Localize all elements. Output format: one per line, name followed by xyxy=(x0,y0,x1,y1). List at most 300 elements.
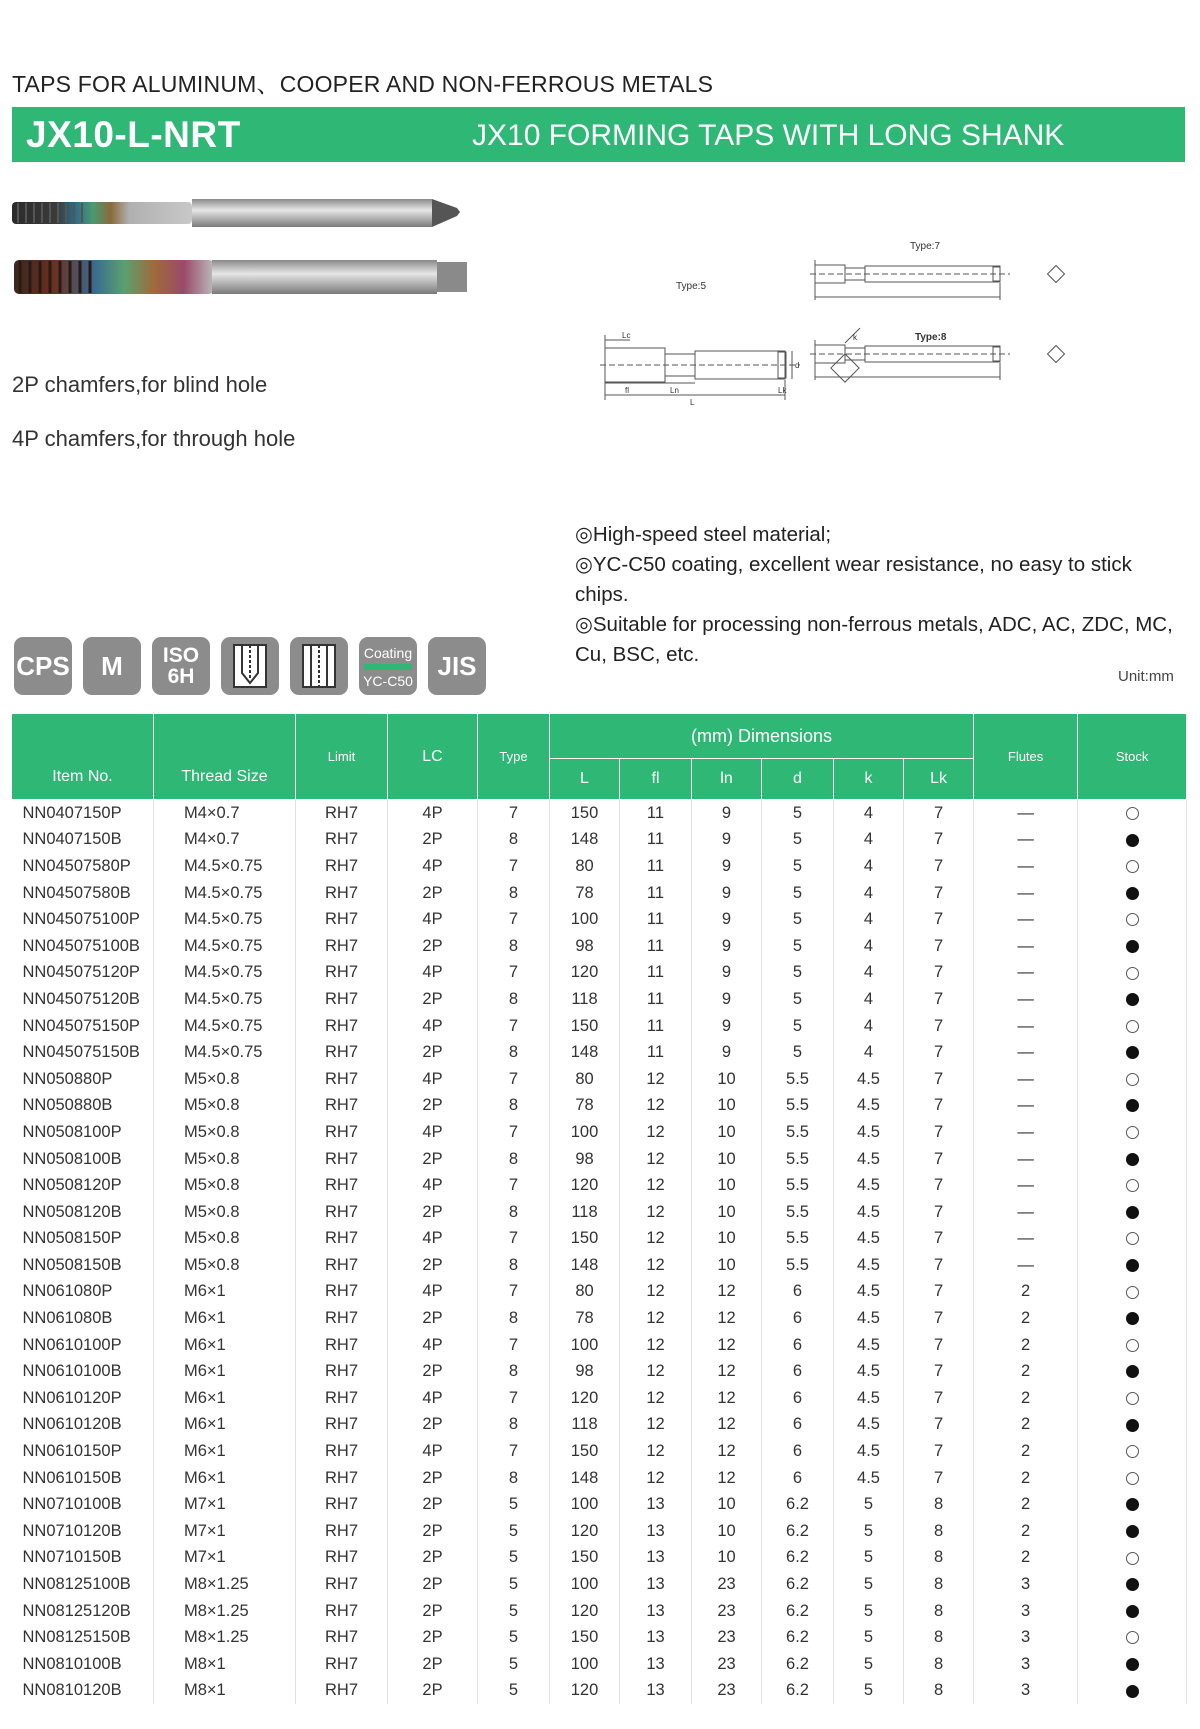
cell-stock xyxy=(1078,1252,1187,1279)
cell-limit: RH7 xyxy=(296,800,388,827)
cell-item-no: NN050880P xyxy=(12,1066,154,1093)
cell-lk: 7 xyxy=(904,1332,974,1359)
cell-lc: 2P xyxy=(388,1305,478,1332)
table-row xyxy=(12,1624,1187,1651)
product-description: JX10 FORMING TAPS WITH LONG SHANK xyxy=(472,119,1065,152)
stock-open-circle-icon xyxy=(1126,860,1139,873)
cell-k: 4 xyxy=(834,853,904,880)
cell-limit: RH7 xyxy=(296,960,388,987)
cell-lc: 2P xyxy=(388,1678,478,1705)
cell-d: 5 xyxy=(762,853,834,880)
cell-lc: 2P xyxy=(388,986,478,1013)
cell-item-no: NN050880B xyxy=(12,1093,154,1120)
cell-fl: 11 xyxy=(620,880,692,907)
cell-ln: 12 xyxy=(692,1412,762,1439)
table-row xyxy=(12,1199,1187,1226)
cell-d: 5 xyxy=(762,1039,834,1066)
cell-stock xyxy=(1078,960,1187,987)
cell-ln: 10 xyxy=(692,1093,762,1120)
cell-stock xyxy=(1078,1491,1187,1518)
cell-type: 8 xyxy=(478,1252,550,1279)
cell-d: 6 xyxy=(762,1438,834,1465)
cell-limit: RH7 xyxy=(296,1571,388,1598)
in-stock-filled-circle-icon xyxy=(1126,1259,1139,1272)
cell-l: 80 xyxy=(550,1066,620,1093)
stock-open-circle-icon xyxy=(1126,1631,1139,1644)
cell-flutes: 2 xyxy=(974,1465,1078,1492)
cell-lc: 2P xyxy=(388,880,478,907)
cell-limit: RH7 xyxy=(296,933,388,960)
cell-item-no: NN045075100B xyxy=(12,933,154,960)
cell-flutes: 3 xyxy=(974,1678,1078,1705)
cell-k: 4.5 xyxy=(834,1172,904,1199)
cell-ln: 10 xyxy=(692,1119,762,1146)
cell-item-no: NN0610100B xyxy=(12,1358,154,1385)
table-row xyxy=(12,986,1187,1013)
cell-stock xyxy=(1078,800,1187,827)
cell-lk: 7 xyxy=(904,1093,974,1120)
cell-limit: RH7 xyxy=(296,1279,388,1306)
cell-fl: 13 xyxy=(620,1651,692,1678)
cell-item-no: NN045075120P xyxy=(12,960,154,987)
cell-thread-size: M6×1 xyxy=(154,1305,296,1332)
cell-ln: 10 xyxy=(692,1199,762,1226)
blind-hole-icon xyxy=(221,637,279,695)
cell-flutes: 2 xyxy=(974,1438,1078,1465)
cell-fl: 12 xyxy=(620,1146,692,1173)
table-row xyxy=(12,1252,1187,1279)
cell-fl: 12 xyxy=(620,1252,692,1279)
in-stock-filled-circle-icon xyxy=(1126,1312,1139,1325)
cell-l: 98 xyxy=(550,1146,620,1173)
cell-d: 6 xyxy=(762,1465,834,1492)
cell-type: 8 xyxy=(478,1199,550,1226)
stock-open-circle-icon xyxy=(1126,1392,1139,1405)
cell-d: 6 xyxy=(762,1358,834,1385)
cell-fl: 13 xyxy=(620,1624,692,1651)
cell-lk: 8 xyxy=(904,1491,974,1518)
cell-item-no: NN0610120B xyxy=(12,1412,154,1439)
cell-type: 8 xyxy=(478,1412,550,1439)
iso-label: ISO xyxy=(162,644,200,667)
cell-limit: RH7 xyxy=(296,1013,388,1040)
cell-lk: 8 xyxy=(904,1518,974,1545)
cell-stock xyxy=(1078,1066,1187,1093)
cell-thread-size: M8×1 xyxy=(154,1651,296,1678)
cell-k: 4.5 xyxy=(834,1066,904,1093)
cell-d: 6.2 xyxy=(762,1678,834,1705)
cell-ln: 9 xyxy=(692,986,762,1013)
cell-k: 4.5 xyxy=(834,1226,904,1253)
cell-stock xyxy=(1078,1332,1187,1359)
coating-label: Coating xyxy=(363,645,413,661)
cell-lk: 7 xyxy=(904,1358,974,1385)
cell-type: 8 xyxy=(478,1305,550,1332)
cell-stock xyxy=(1078,933,1187,960)
cell-limit: RH7 xyxy=(296,1146,388,1173)
fl-label: fl xyxy=(625,386,629,395)
cell-k: 5 xyxy=(834,1651,904,1678)
in-stock-filled-circle-icon xyxy=(1126,1206,1139,1219)
cell-type: 5 xyxy=(478,1651,550,1678)
cell-item-no: NN0508150P xyxy=(12,1226,154,1253)
in-stock-filled-circle-icon xyxy=(1126,1099,1139,1112)
cell-limit: RH7 xyxy=(296,1119,388,1146)
cell-stock xyxy=(1078,1146,1187,1173)
cell-item-no: NN0508120B xyxy=(12,1199,154,1226)
cell-fl: 13 xyxy=(620,1598,692,1625)
cell-type: 8 xyxy=(478,1146,550,1173)
cell-type: 8 xyxy=(478,986,550,1013)
cell-lk: 7 xyxy=(904,933,974,960)
cell-type: 7 xyxy=(478,853,550,880)
cell-type: 5 xyxy=(478,1571,550,1598)
cell-fl: 12 xyxy=(620,1066,692,1093)
cell-thread-size: M8×1 xyxy=(154,1678,296,1705)
cell-thread-size: M8×1.25 xyxy=(154,1624,296,1651)
cell-d: 5 xyxy=(762,800,834,827)
in-stock-filled-circle-icon xyxy=(1126,1658,1139,1671)
cell-flutes: — xyxy=(974,1119,1078,1146)
cell-limit: RH7 xyxy=(296,1226,388,1253)
cell-limit: RH7 xyxy=(296,1305,388,1332)
cell-k: 4.5 xyxy=(834,1412,904,1439)
cell-l: 98 xyxy=(550,933,620,960)
cell-flutes: — xyxy=(974,853,1078,880)
cell-fl: 11 xyxy=(620,986,692,1013)
cell-flutes: 3 xyxy=(974,1624,1078,1651)
cell-l: 78 xyxy=(550,1093,620,1120)
cell-type: 7 xyxy=(478,1279,550,1306)
cell-stock xyxy=(1078,1651,1187,1678)
cell-ln: 23 xyxy=(692,1598,762,1625)
cell-lk: 7 xyxy=(904,1119,974,1146)
cell-stock xyxy=(1078,1358,1187,1385)
cell-k: 4.5 xyxy=(834,1199,904,1226)
cell-stock xyxy=(1078,1013,1187,1040)
cell-d: 5 xyxy=(762,933,834,960)
cell-flutes: — xyxy=(974,800,1078,827)
coating-bar xyxy=(364,664,412,670)
cell-item-no: NN0610120P xyxy=(12,1385,154,1412)
cell-k: 4 xyxy=(834,1013,904,1040)
cell-flutes: 2 xyxy=(974,1491,1078,1518)
cell-l: 78 xyxy=(550,880,620,907)
cell-type: 5 xyxy=(478,1491,550,1518)
cell-lc: 4P xyxy=(388,1066,478,1093)
cell-l: 148 xyxy=(550,827,620,854)
cell-thread-size: M4.5×0.75 xyxy=(154,933,296,960)
table-row xyxy=(12,1226,1187,1253)
stock-open-circle-icon xyxy=(1126,1126,1139,1139)
cell-thread-size: M6×1 xyxy=(154,1465,296,1492)
cell-thread-size: M4.5×0.75 xyxy=(154,960,296,987)
cell-flutes: — xyxy=(974,1039,1078,1066)
table-row xyxy=(12,1093,1187,1120)
table-row xyxy=(12,1651,1187,1678)
cell-flutes: 2 xyxy=(974,1412,1078,1439)
cell-flutes: — xyxy=(974,906,1078,933)
cell-lk: 8 xyxy=(904,1598,974,1625)
cell-type: 8 xyxy=(478,1358,550,1385)
table-row xyxy=(12,1545,1187,1572)
cell-flutes: — xyxy=(974,986,1078,1013)
cell-thread-size: M7×1 xyxy=(154,1491,296,1518)
table-row xyxy=(12,827,1187,854)
table-row xyxy=(12,1412,1187,1439)
cell-item-no: NN0610100P xyxy=(12,1332,154,1359)
cell-thread-size: M6×1 xyxy=(154,1332,296,1359)
table-row xyxy=(12,1066,1187,1093)
cell-d: 5.5 xyxy=(762,1093,834,1120)
cell-item-no: NN0710120B xyxy=(12,1518,154,1545)
cell-limit: RH7 xyxy=(296,1332,388,1359)
cell-k: 4.5 xyxy=(834,1093,904,1120)
type7-label: Type:7 xyxy=(910,241,941,252)
in-stock-filled-circle-icon xyxy=(1126,1605,1139,1618)
stock-open-circle-icon xyxy=(1126,1552,1139,1565)
cell-thread-size: M4×0.7 xyxy=(154,800,296,827)
cell-type: 7 xyxy=(478,1066,550,1093)
category-title: TAPS FOR ALUMINUM、COOPER AND NON-FERROUS METALS xyxy=(12,71,714,97)
cell-ln: 10 xyxy=(692,1146,762,1173)
cell-thread-size: M4.5×0.75 xyxy=(154,986,296,1013)
cell-fl: 12 xyxy=(620,1358,692,1385)
cell-limit: RH7 xyxy=(296,1651,388,1678)
cell-stock xyxy=(1078,827,1187,854)
feature-item: ◎Suitable for processing non-ferrous metals, ADC, AC, ZDC, MC, Cu, BSC, etc. xyxy=(575,613,1173,666)
cell-fl: 13 xyxy=(620,1678,692,1705)
cell-ln: 12 xyxy=(692,1438,762,1465)
cell-thread-size: M5×0.8 xyxy=(154,1119,296,1146)
cell-stock xyxy=(1078,1465,1187,1492)
cell-ln: 12 xyxy=(692,1385,762,1412)
cell-lk: 8 xyxy=(904,1545,974,1572)
cell-stock xyxy=(1078,1571,1187,1598)
cell-item-no: NN0710150B xyxy=(12,1545,154,1572)
cell-fl: 12 xyxy=(620,1279,692,1306)
cell-lk: 7 xyxy=(904,800,974,827)
cell-thread-size: M7×1 xyxy=(154,1545,296,1572)
cell-l: 120 xyxy=(550,1678,620,1705)
cell-item-no: NN045075100P xyxy=(12,906,154,933)
cell-lk: 7 xyxy=(904,986,974,1013)
cell-fl: 12 xyxy=(620,1438,692,1465)
cell-type: 8 xyxy=(478,827,550,854)
d-label: d xyxy=(795,361,800,370)
cell-thread-size: M5×0.8 xyxy=(154,1146,296,1173)
table-row xyxy=(12,1305,1187,1332)
cell-ln: 9 xyxy=(692,880,762,907)
chamfer-note-blind: 2P chamfers,for blind hole xyxy=(12,372,268,397)
cell-type: 5 xyxy=(478,1598,550,1625)
cell-d: 6.2 xyxy=(762,1624,834,1651)
cell-item-no: NN045075120B xyxy=(12,986,154,1013)
cell-flutes: 2 xyxy=(974,1518,1078,1545)
table-row xyxy=(12,906,1187,933)
feature-item: ◎High-speed steel material; xyxy=(575,523,832,546)
cell-l: 120 xyxy=(550,1172,620,1199)
cell-k: 4 xyxy=(834,933,904,960)
cell-k: 4.5 xyxy=(834,1279,904,1306)
cell-item-no: NN061080P xyxy=(12,1279,154,1306)
cell-item-no: NN04507580B xyxy=(12,880,154,907)
cell-ln: 12 xyxy=(692,1465,762,1492)
lk-label: Lk xyxy=(778,386,787,395)
table-row xyxy=(12,1358,1187,1385)
cell-thread-size: M8×1.25 xyxy=(154,1598,296,1625)
cell-item-no: NN0407150B xyxy=(12,827,154,854)
table-row xyxy=(12,1039,1187,1066)
cell-thread-size: M7×1 xyxy=(154,1518,296,1545)
cell-flutes: — xyxy=(974,1252,1078,1279)
cell-ln: 9 xyxy=(692,906,762,933)
cell-d: 6.2 xyxy=(762,1491,834,1518)
cell-k: 4 xyxy=(834,827,904,854)
header-fl: fl xyxy=(620,759,692,800)
cell-d: 6 xyxy=(762,1332,834,1359)
cell-l: 150 xyxy=(550,1438,620,1465)
in-stock-filled-circle-icon xyxy=(1126,1525,1139,1538)
cell-type: 7 xyxy=(478,1119,550,1146)
cell-flutes: 3 xyxy=(974,1571,1078,1598)
cell-thread-size: M6×1 xyxy=(154,1438,296,1465)
header-flutes: Flutes xyxy=(974,714,1078,800)
cell-thread-size: M5×0.8 xyxy=(154,1093,296,1120)
cell-fl: 11 xyxy=(620,1039,692,1066)
cell-flutes: — xyxy=(974,960,1078,987)
cell-d: 6 xyxy=(762,1412,834,1439)
cell-l: 118 xyxy=(550,1412,620,1439)
cell-stock xyxy=(1078,1385,1187,1412)
cell-lc: 2P xyxy=(388,1518,478,1545)
header-limit: Limit xyxy=(296,714,388,800)
cell-k: 4 xyxy=(834,1039,904,1066)
cell-k: 4.5 xyxy=(834,1385,904,1412)
table-row xyxy=(12,1385,1187,1412)
in-stock-filled-circle-icon xyxy=(1126,887,1139,900)
in-stock-filled-circle-icon xyxy=(1126,1685,1139,1698)
cell-k: 5 xyxy=(834,1571,904,1598)
stock-open-circle-icon xyxy=(1126,1445,1139,1458)
cell-flutes: — xyxy=(974,1199,1078,1226)
cell-d: 5.5 xyxy=(762,1226,834,1253)
cell-lk: 7 xyxy=(904,1385,974,1412)
spec-badges xyxy=(14,637,497,695)
cell-flutes: — xyxy=(974,827,1078,854)
stock-open-circle-icon xyxy=(1126,1472,1139,1485)
cell-ln: 10 xyxy=(692,1252,762,1279)
cell-stock xyxy=(1078,853,1187,880)
cell-type: 5 xyxy=(478,1624,550,1651)
chamfer-note-through: 4P chamfers,for through hole xyxy=(12,426,296,451)
cell-lc: 2P xyxy=(388,1039,478,1066)
table-row xyxy=(12,1332,1187,1359)
cell-item-no: NN061080B xyxy=(12,1305,154,1332)
cell-flutes: 3 xyxy=(974,1598,1078,1625)
cell-limit: RH7 xyxy=(296,827,388,854)
cell-item-no: NN0810100B xyxy=(12,1651,154,1678)
type5-label: Type:5 xyxy=(676,281,707,292)
cell-k: 5 xyxy=(834,1545,904,1572)
cell-lk: 8 xyxy=(904,1624,974,1651)
cell-k: 4.5 xyxy=(834,1332,904,1359)
cell-flutes: — xyxy=(974,1013,1078,1040)
cell-stock xyxy=(1078,1199,1187,1226)
cell-ln: 10 xyxy=(692,1518,762,1545)
cell-ln: 9 xyxy=(692,800,762,827)
in-stock-filled-circle-icon xyxy=(1126,993,1139,1006)
cell-item-no: NN08125120B xyxy=(12,1598,154,1625)
cell-limit: RH7 xyxy=(296,880,388,907)
header-lc: LC xyxy=(388,714,478,800)
header-item: Item No. xyxy=(12,714,154,800)
cell-thread-size: M5×0.8 xyxy=(154,1252,296,1279)
cell-ln: 10 xyxy=(692,1491,762,1518)
stock-open-circle-icon xyxy=(1126,807,1139,820)
cell-ln: 23 xyxy=(692,1571,762,1598)
table-row xyxy=(12,1678,1187,1705)
cell-thread-size: M4.5×0.75 xyxy=(154,1039,296,1066)
cell-stock xyxy=(1078,906,1187,933)
cell-fl: 12 xyxy=(620,1305,692,1332)
header-lk: Lk xyxy=(904,759,974,800)
cell-ln: 9 xyxy=(692,827,762,854)
cell-lc: 4P xyxy=(388,1013,478,1040)
cell-type: 7 xyxy=(478,800,550,827)
cell-limit: RH7 xyxy=(296,906,388,933)
cell-d: 6 xyxy=(762,1279,834,1306)
cell-type: 8 xyxy=(478,880,550,907)
cell-lk: 7 xyxy=(904,1199,974,1226)
cell-item-no: NN04507580P xyxy=(12,853,154,880)
cell-lk: 7 xyxy=(904,1146,974,1173)
cell-limit: RH7 xyxy=(296,1039,388,1066)
cell-l: 148 xyxy=(550,1039,620,1066)
cell-ln: 9 xyxy=(692,1039,762,1066)
cell-flutes: 2 xyxy=(974,1385,1078,1412)
cell-flutes: — xyxy=(974,1066,1078,1093)
cell-lc: 2P xyxy=(388,933,478,960)
cell-lc: 2P xyxy=(388,1651,478,1678)
cell-item-no: NN0508120P xyxy=(12,1172,154,1199)
cell-thread-size: M6×1 xyxy=(154,1412,296,1439)
cell-fl: 11 xyxy=(620,853,692,880)
cell-l: 120 xyxy=(550,1598,620,1625)
cell-l: 100 xyxy=(550,1491,620,1518)
cell-l: 120 xyxy=(550,1518,620,1545)
cell-d: 5.5 xyxy=(762,1146,834,1173)
cell-lc: 4P xyxy=(388,1172,478,1199)
cell-type: 8 xyxy=(478,1465,550,1492)
cell-k: 5 xyxy=(834,1678,904,1705)
cell-fl: 13 xyxy=(620,1545,692,1572)
ln-label: Ln xyxy=(670,386,679,395)
cell-l: 80 xyxy=(550,1279,620,1306)
cell-stock xyxy=(1078,1039,1187,1066)
cell-fl: 12 xyxy=(620,1119,692,1146)
cell-k: 4 xyxy=(834,800,904,827)
cell-fl: 12 xyxy=(620,1199,692,1226)
cell-lc: 2P xyxy=(388,1571,478,1598)
jis-badge: JIS xyxy=(428,637,486,695)
cell-fl: 13 xyxy=(620,1571,692,1598)
cell-k: 4.5 xyxy=(834,1438,904,1465)
cell-lc: 2P xyxy=(388,1545,478,1572)
cell-thread-size: M6×1 xyxy=(154,1279,296,1306)
cell-d: 5.5 xyxy=(762,1199,834,1226)
cell-lc: 4P xyxy=(388,853,478,880)
